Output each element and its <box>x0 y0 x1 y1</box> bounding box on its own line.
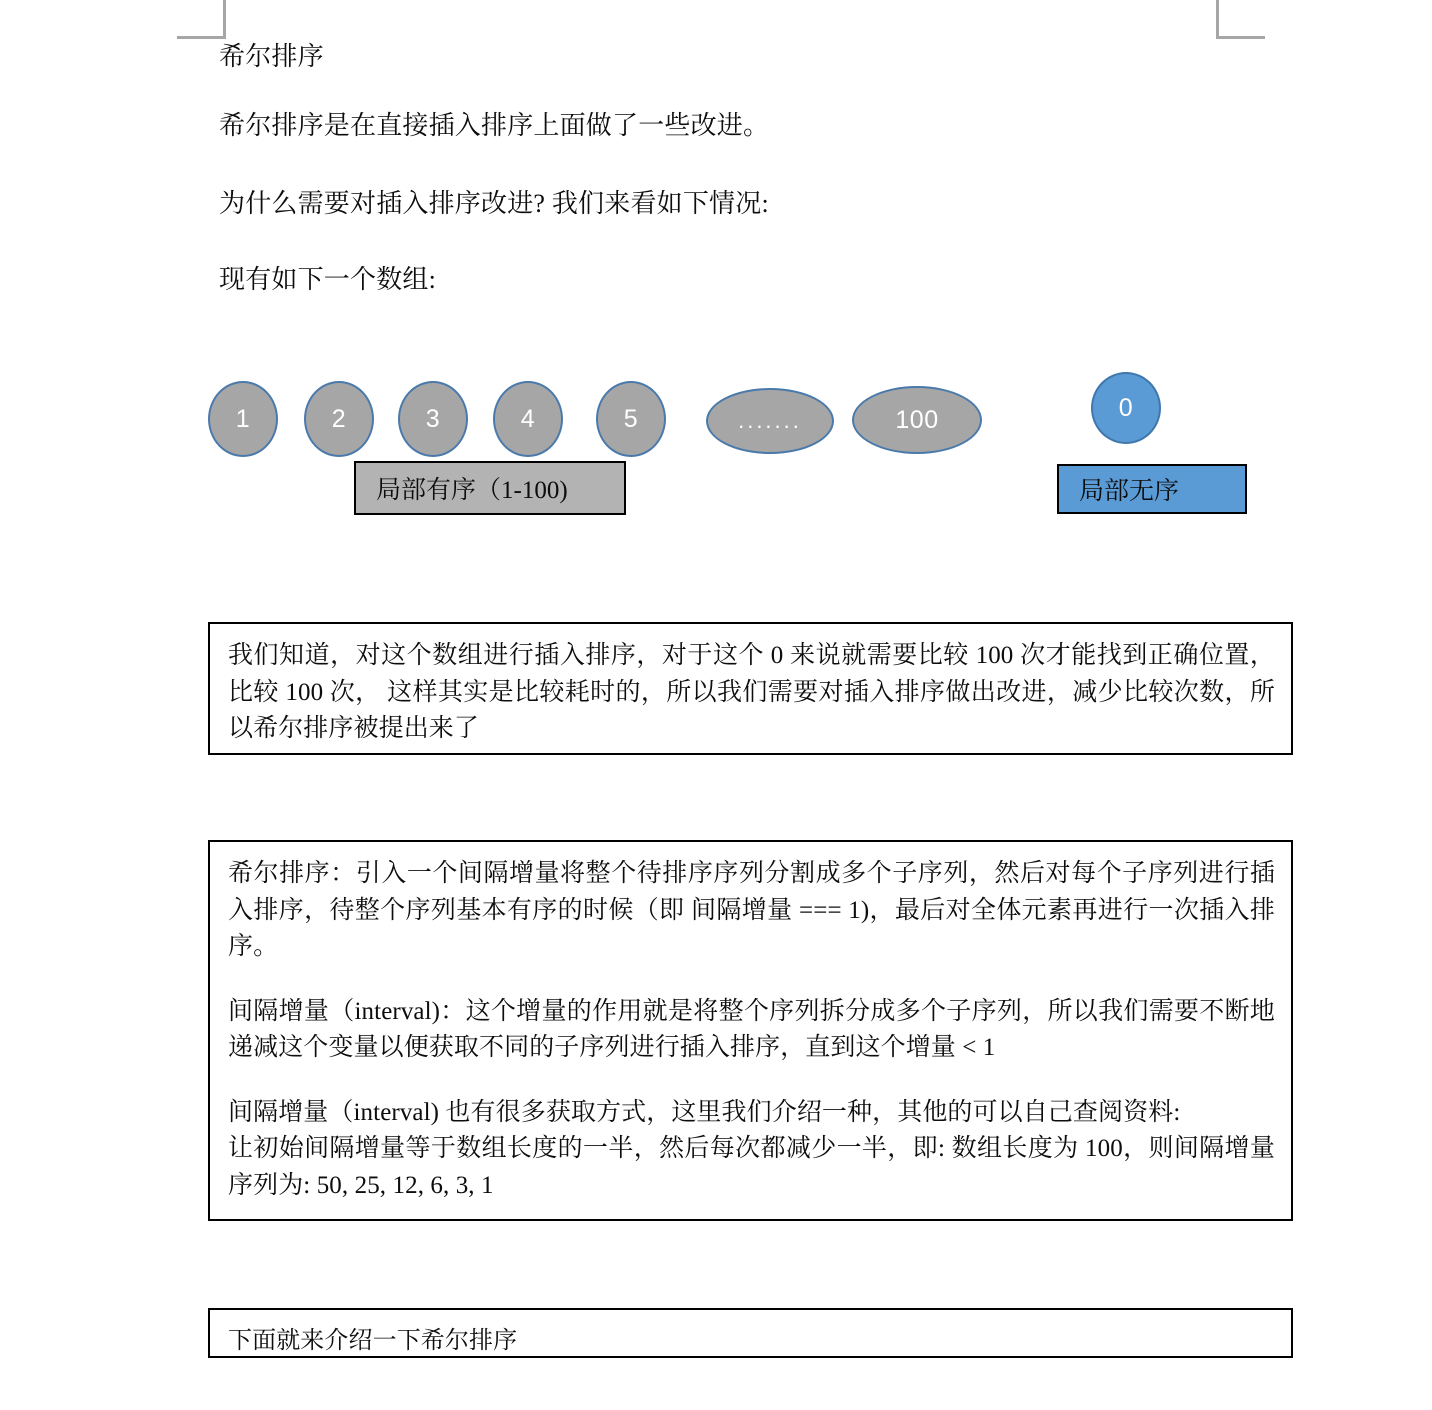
array-diagram <box>0 355 1432 540</box>
explanation-box-1 <box>208 622 1293 755</box>
array-node-5 <box>596 381 666 457</box>
array-node-0 <box>1091 372 1161 444</box>
array-node-0-label: 0 <box>1118 393 1134 422</box>
array-node-4 <box>493 381 563 457</box>
array-node-5-label: 5 <box>623 404 639 433</box>
paragraph-why: 为什么需要对插入排序改进? 我们来看如下情况: <box>219 189 769 218</box>
array-node-ellipsis <box>706 388 834 454</box>
definition-box-para-1: 希尔排序：引入一个间隔增量将整个待排序序列分割成多个子序列，然后对每个子序列进行插入排序，待整个序列基本有序的时候（即 间隔增量 === 1)，最后对全体元素再进行一次插入排序。 <box>228 860 1275 960</box>
array-node-100-label: 100 <box>895 405 939 434</box>
definition-box <box>208 840 1293 1221</box>
array-node-2-label: 2 <box>331 404 347 433</box>
array-node-100 <box>852 386 982 454</box>
paragraph-array: 现有如下一个数组: <box>219 265 437 294</box>
next-section-box <box>208 1308 1293 1358</box>
page-title: 希尔排序 <box>219 42 324 71</box>
array-node-2 <box>304 381 374 457</box>
array-node-3 <box>398 381 468 457</box>
array-node-4-label: 4 <box>520 404 536 433</box>
explanation-box-1-text: 我们知道，对这个数组进行插入排序，对于这个 0 来说就需要比较 100 次才能找到正确位置，比较 100 次， 这样其实是比较耗时的，所以我们需要对插入排序做出改进，减少比较次数，所以希尔排序被提出来了 <box>228 642 1275 742</box>
array-node-1-label: 1 <box>235 404 251 433</box>
definition-box-para-4: 让初始间隔增量等于数组长度的一半，然后每次都减少一半，即: 数组长度为 100，则间隔增量序列为: 50, 25, 12, 6, 3, 1 <box>228 1135 1275 1199</box>
crop-mark-top-left <box>177 0 226 39</box>
paragraph-intro: 希尔排序是在直接插入排序上面做了一些改进。 <box>219 111 770 140</box>
callout-locally-unsorted <box>1057 464 1247 514</box>
callout-locally-sorted <box>354 461 626 515</box>
definition-box-para-3: 间隔增量（interval) 也有很多获取方式，这里我们介绍一种，其他的可以自己查阅资料: <box>228 1098 1181 1126</box>
callout-locally-unsorted-label: 局部无序 <box>1079 478 1180 505</box>
definition-box-para-2: 间隔增量（interval)：这个增量的作用就是将整个序列拆分成多个子序列，所以我们需要不断地递减这个变量以便获取不同的子序列进行插入排序，直到这个增量 < 1 <box>228 997 1275 1061</box>
array-node-1 <box>208 381 278 457</box>
array-node-3-label: 3 <box>425 404 441 433</box>
crop-mark-top-right <box>1216 0 1265 39</box>
next-section-box-text: 下面就来介绍一下希尔排序 <box>228 1328 518 1354</box>
array-node-ellipsis-label: ....... <box>738 408 802 433</box>
callout-locally-sorted-label: 局部有序（1-100) <box>376 477 568 504</box>
